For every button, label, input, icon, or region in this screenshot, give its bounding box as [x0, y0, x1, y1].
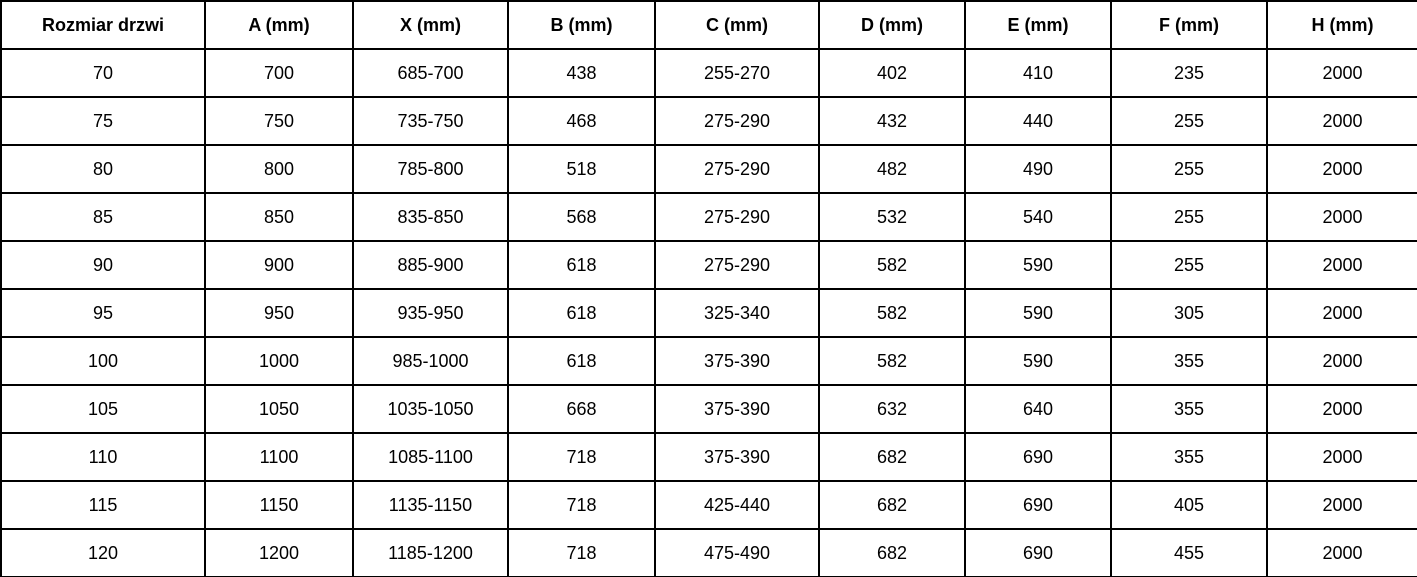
- table-cell: 255: [1111, 97, 1267, 145]
- table-cell: 2000: [1267, 529, 1417, 577]
- table-cell: 640: [965, 385, 1111, 433]
- table-cell: 540: [965, 193, 1111, 241]
- table-cell: 2000: [1267, 145, 1417, 193]
- table-row: [1, 97, 1417, 145]
- table-cell: 1100: [205, 433, 353, 481]
- table-row: [1, 433, 1417, 481]
- table-row: [1, 49, 1417, 97]
- table-cell: 115: [1, 481, 205, 529]
- table-cell: 85: [1, 193, 205, 241]
- table-cell: 402: [819, 49, 965, 97]
- table-cell: 590: [965, 337, 1111, 385]
- table-cell: 438: [508, 49, 655, 97]
- table-cell: 1085-1100: [353, 433, 508, 481]
- table-cell: 305: [1111, 289, 1267, 337]
- table-cell: 475-490: [655, 529, 819, 577]
- table-cell: 2000: [1267, 289, 1417, 337]
- table-cell: 835-850: [353, 193, 508, 241]
- table-cell: 70: [1, 49, 205, 97]
- table-cell: 468: [508, 97, 655, 145]
- table-cell: 275-290: [655, 241, 819, 289]
- table-header: [1, 1, 1417, 49]
- table-cell: 700: [205, 49, 353, 97]
- table-cell: 1000: [205, 337, 353, 385]
- table-cell: 690: [965, 481, 1111, 529]
- table-cell: 718: [508, 481, 655, 529]
- table-cell: 275-290: [655, 97, 819, 145]
- table-cell: 2000: [1267, 337, 1417, 385]
- table-cell: 690: [965, 433, 1111, 481]
- table-cell: 682: [819, 433, 965, 481]
- table-cell: 2000: [1267, 481, 1417, 529]
- table-cell: 255: [1111, 193, 1267, 241]
- table-cell: 935-950: [353, 289, 508, 337]
- table-cell: 275-290: [655, 145, 819, 193]
- table-cell: 985-1000: [353, 337, 508, 385]
- table-cell: 275-290: [655, 193, 819, 241]
- table-row: [1, 193, 1417, 241]
- table-cell: 785-800: [353, 145, 508, 193]
- table-cell: 735-750: [353, 97, 508, 145]
- table-cell: 355: [1111, 385, 1267, 433]
- column-header: Rozmiar drzwi: [1, 1, 205, 49]
- table-body: [1, 49, 1417, 577]
- table-row: [1, 145, 1417, 193]
- table-cell: 425-440: [655, 481, 819, 529]
- table-cell: 325-340: [655, 289, 819, 337]
- table-cell: 1185-1200: [353, 529, 508, 577]
- column-header: H (mm): [1267, 1, 1417, 49]
- table-cell: 682: [819, 529, 965, 577]
- column-header: A (mm): [205, 1, 353, 49]
- table-cell: 1035-1050: [353, 385, 508, 433]
- table-cell: 685-700: [353, 49, 508, 97]
- table-cell: 2000: [1267, 49, 1417, 97]
- table-cell: 105: [1, 385, 205, 433]
- column-header: E (mm): [965, 1, 1111, 49]
- header-row: [1, 1, 1417, 49]
- table-cell: 375-390: [655, 433, 819, 481]
- table-cell: 2000: [1267, 241, 1417, 289]
- table-row: [1, 289, 1417, 337]
- table-cell: 1150: [205, 481, 353, 529]
- table-cell: 750: [205, 97, 353, 145]
- table-cell: 618: [508, 337, 655, 385]
- table-cell: 355: [1111, 433, 1267, 481]
- table-cell: 2000: [1267, 193, 1417, 241]
- table-cell: 482: [819, 145, 965, 193]
- column-header: C (mm): [655, 1, 819, 49]
- table-row: [1, 241, 1417, 289]
- column-header: B (mm): [508, 1, 655, 49]
- table-row: [1, 385, 1417, 433]
- table-cell: 618: [508, 289, 655, 337]
- column-header: D (mm): [819, 1, 965, 49]
- table-cell: 1135-1150: [353, 481, 508, 529]
- table-cell: 718: [508, 433, 655, 481]
- table-cell: 255-270: [655, 49, 819, 97]
- table-cell: 850: [205, 193, 353, 241]
- table-cell: 255: [1111, 145, 1267, 193]
- table-cell: 900: [205, 241, 353, 289]
- table-row: [1, 529, 1417, 577]
- table-cell: 2000: [1267, 433, 1417, 481]
- table-cell: 2000: [1267, 97, 1417, 145]
- table-cell: 455: [1111, 529, 1267, 577]
- column-header: X (mm): [353, 1, 508, 49]
- table-cell: 120: [1, 529, 205, 577]
- table-cell: 80: [1, 145, 205, 193]
- table-cell: 590: [965, 289, 1111, 337]
- table-cell: 490: [965, 145, 1111, 193]
- table-cell: 668: [508, 385, 655, 433]
- table-cell: 590: [965, 241, 1111, 289]
- table-cell: 405: [1111, 481, 1267, 529]
- table-cell: 532: [819, 193, 965, 241]
- table-cell: 355: [1111, 337, 1267, 385]
- table-cell: 432: [819, 97, 965, 145]
- table-cell: 255: [1111, 241, 1267, 289]
- column-header: F (mm): [1111, 1, 1267, 49]
- table-cell: 682: [819, 481, 965, 529]
- table-cell: 95: [1, 289, 205, 337]
- table-cell: 568: [508, 193, 655, 241]
- table-cell: 582: [819, 289, 965, 337]
- table-cell: 110: [1, 433, 205, 481]
- table-cell: 582: [819, 241, 965, 289]
- table-cell: 2000: [1267, 385, 1417, 433]
- table-row: [1, 337, 1417, 385]
- table-cell: 582: [819, 337, 965, 385]
- table-cell: 690: [965, 529, 1111, 577]
- table-cell: 235: [1111, 49, 1267, 97]
- table-cell: 90: [1, 241, 205, 289]
- table-cell: 100: [1, 337, 205, 385]
- table-cell: 618: [508, 241, 655, 289]
- table-row: [1, 481, 1417, 529]
- table-cell: 800: [205, 145, 353, 193]
- table-cell: 410: [965, 49, 1111, 97]
- table-cell: 440: [965, 97, 1111, 145]
- table-cell: 1050: [205, 385, 353, 433]
- table-cell: 375-390: [655, 337, 819, 385]
- table-cell: 718: [508, 529, 655, 577]
- table-cell: 1200: [205, 529, 353, 577]
- table-cell: 885-900: [353, 241, 508, 289]
- table-cell: 518: [508, 145, 655, 193]
- table-cell: 632: [819, 385, 965, 433]
- table-cell: 375-390: [655, 385, 819, 433]
- table-cell: 950: [205, 289, 353, 337]
- table-cell: 75: [1, 97, 205, 145]
